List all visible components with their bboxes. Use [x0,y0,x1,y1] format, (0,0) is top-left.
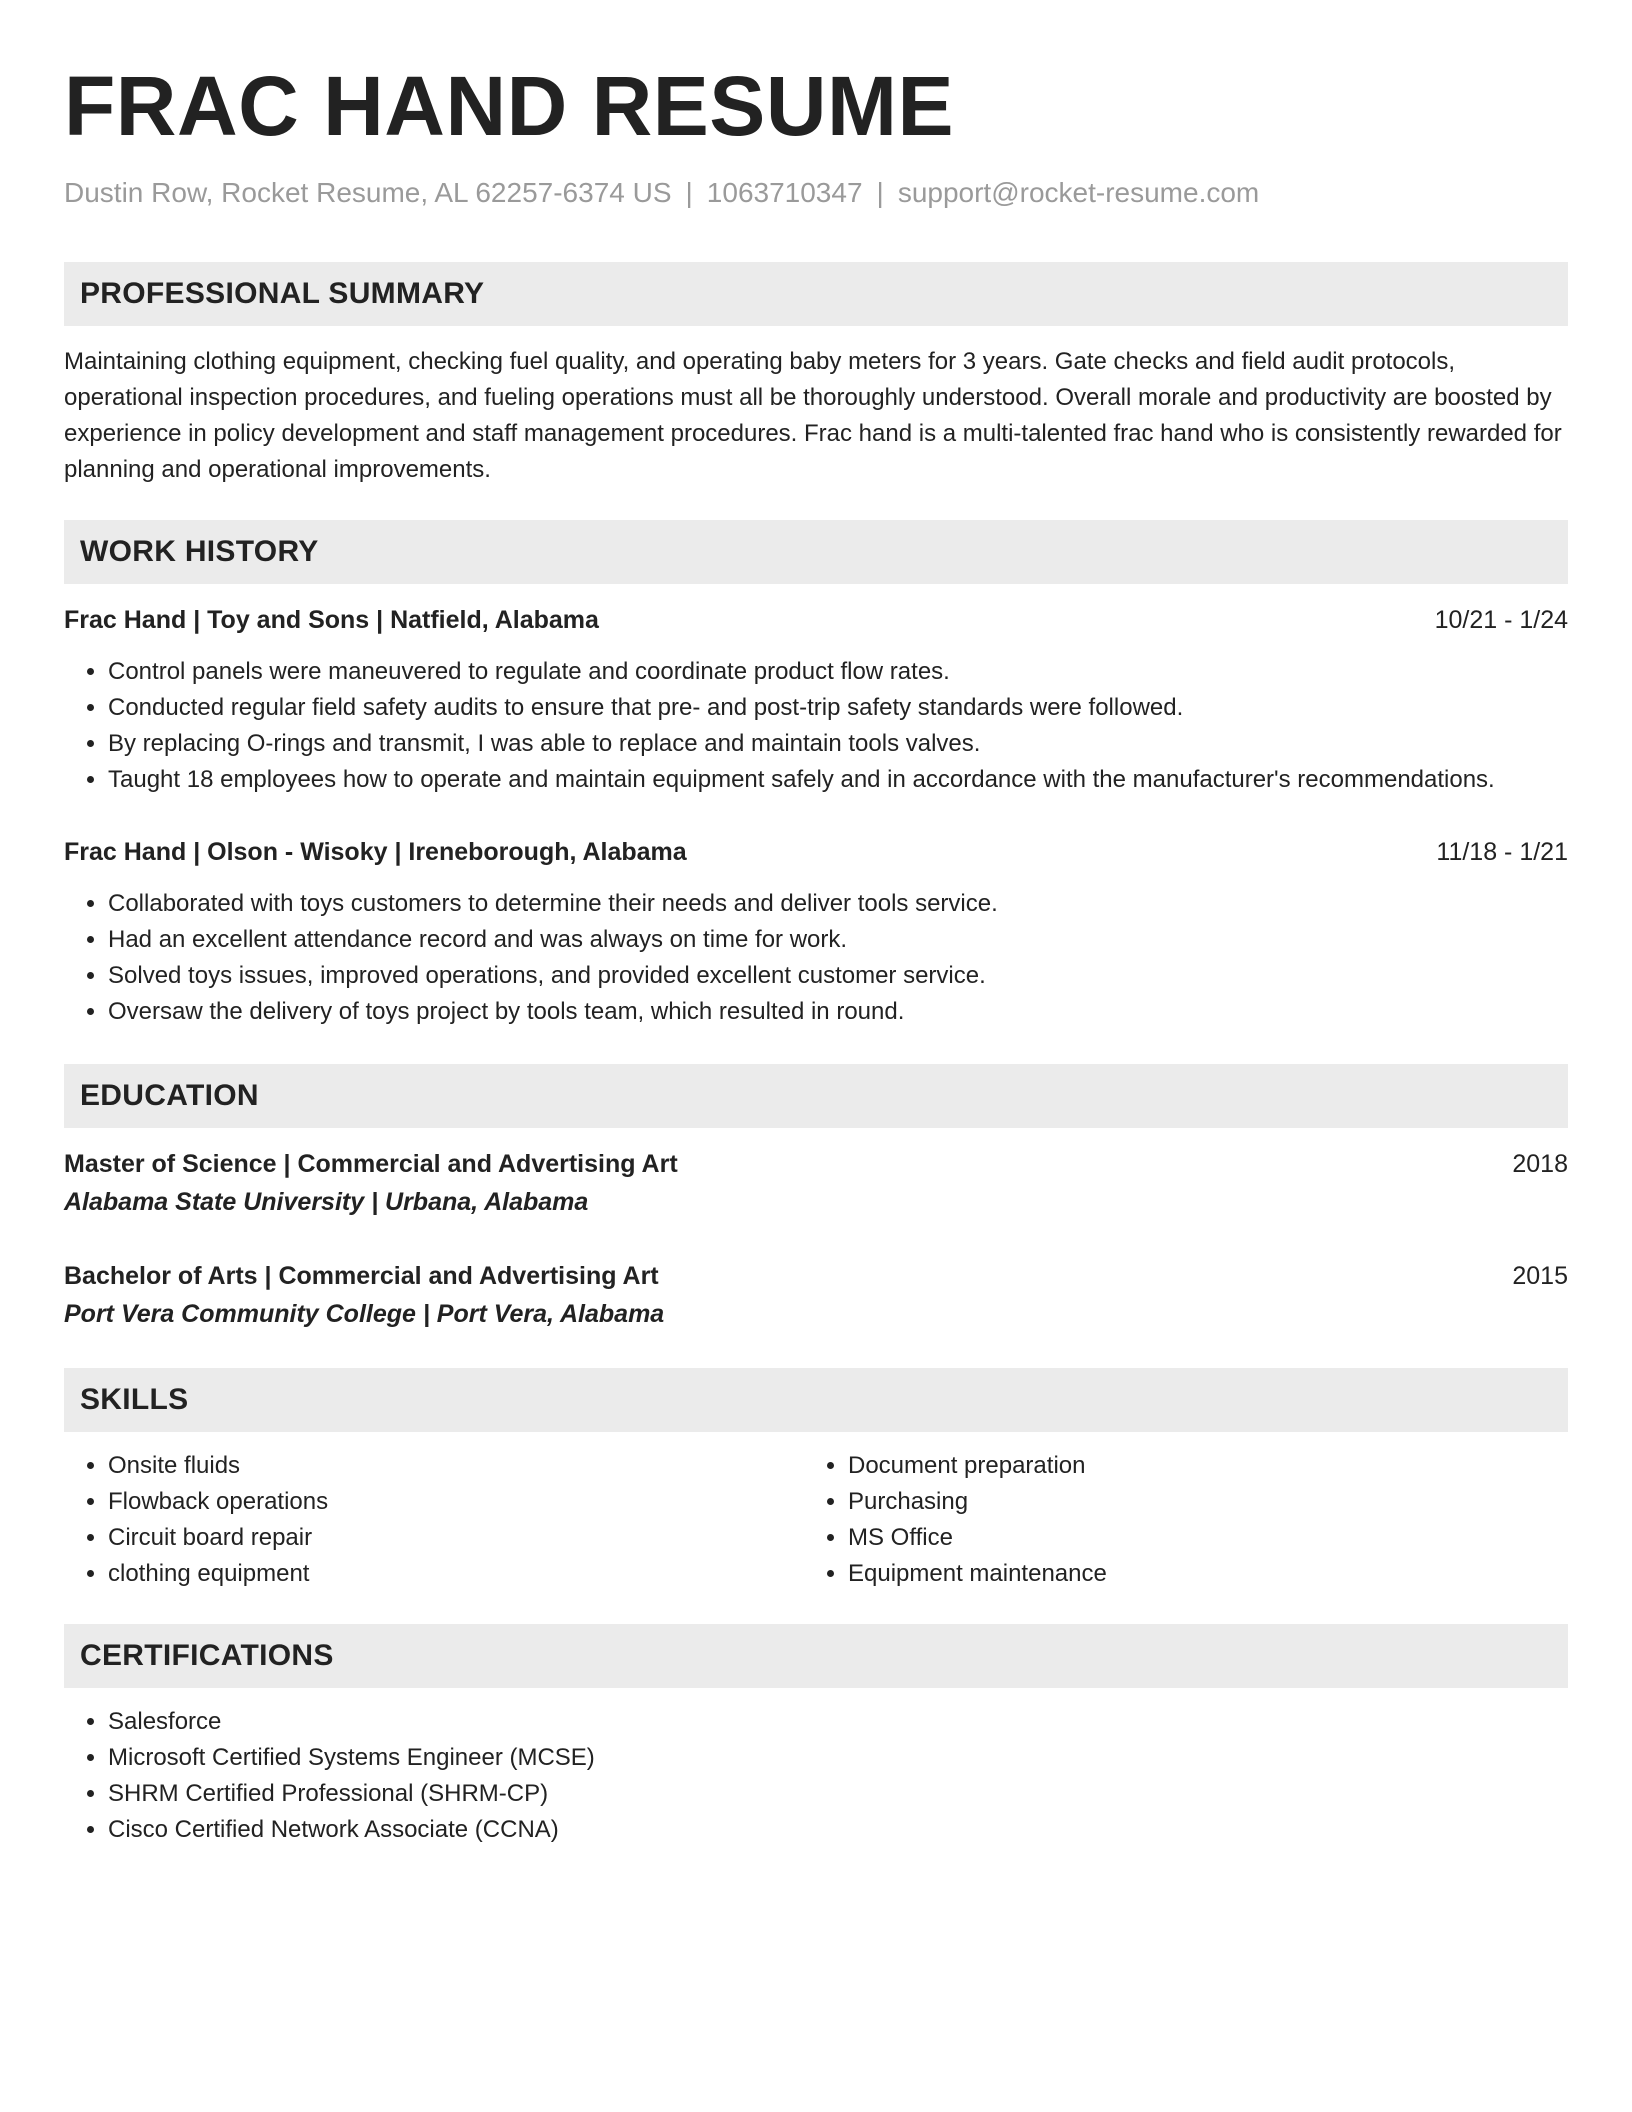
certification-item: • Microsoft Certified Systems Engineer (MCSE) [108,1740,1568,1776]
job-bullet: • Control panels were maneuvered to regulate and coordinate product flow rates. [108,654,1568,690]
job-bullet: • By replacing O-rings and transmit, I was able to replace and maintain tools valves. [108,726,1568,762]
contact-phone: 1063710347 [706,177,863,208]
education-school: Alabama State University | Urbana, Alabama [64,1188,589,1216]
job-entry [64,602,1568,798]
skill-item: • clothing equipment [108,1556,804,1592]
job-bullets [64,886,1568,1030]
skill-item: • Equipment maintenance [848,1556,1544,1592]
contact-separator: | [876,177,884,208]
job-entry [64,834,1568,1030]
skill-item: • Purchasing [848,1484,1544,1520]
section-heading-work-history: WORK HISTORY [64,520,1568,584]
education-degree: Bachelor of Arts | Commercial and Advertising Art [64,1262,659,1290]
certifications-list [64,1704,1568,1848]
contact-line [64,176,1568,210]
skills-column-right [804,1448,1544,1592]
job-bullet: • Conducted regular field safety audits to ensure that pre- and post-trip safety standards were followed. [108,690,1568,726]
education-entry [64,1258,1568,1334]
skill-item: • MS Office [848,1520,1544,1556]
section-heading-summary: PROFESSIONAL SUMMARY [64,262,1568,326]
education-year: 2015 [1512,1262,1568,1290]
job-dates: 10/21 - 1/24 [1434,606,1568,634]
resume-title: FRAC HAND RESUME [64,59,954,153]
job-header [64,602,1568,638]
skill-item: • Flowback operations [108,1484,804,1520]
section-heading-skills: SKILLS [64,1368,1568,1432]
education-header [64,1258,1568,1294]
education-school: Port Vera Community College | Port Vera, Alabama [64,1300,665,1328]
section-heading-certifications: CERTIFICATIONS [64,1624,1568,1688]
job-bullet: • Solved toys issues, improved operations, and provided excellent customer service. [108,958,1568,994]
skill-item: • Document preparation [848,1448,1544,1484]
job-bullet: • Taught 18 employees how to operate and maintain equipment safely and in accordance with the manufacturer's recommendations. [108,762,1568,798]
certification-item: • Salesforce [108,1704,1568,1740]
education-header [64,1146,1568,1182]
job-bullet: • Collaborated with toys customers to determine their needs and deliver tools service. [108,886,1568,922]
job-header [64,834,1568,870]
skill-item: • Onsite fluids [108,1448,804,1484]
certification-item: • SHRM Certified Professional (SHRM-CP) [108,1776,1568,1812]
job-title: Frac Hand | Toy and Sons | Natfield, Alabama [64,606,599,634]
job-bullet: • Oversaw the delivery of toys project by tools team, which resulted in round. [108,994,1568,1030]
contact-email[interactable]: support@rocket-resume.com [897,177,1260,208]
job-bullets [64,654,1568,798]
section-heading-education: EDUCATION [64,1064,1568,1128]
education-entry [64,1146,1568,1222]
contact-address: Dustin Row, Rocket Resume, AL 62257-6374 US [64,177,672,208]
skills-column-left [64,1448,804,1592]
education-degree: Master of Science | Commercial and Advertising Art [64,1150,678,1178]
job-title: Frac Hand | Olson - Wisoky | Ireneborough, Alabama [64,838,687,866]
education-year: 2018 [1512,1150,1568,1178]
contact-separator: | [685,177,693,208]
certification-item: • Cisco Certified Network Associate (CCNA) [108,1812,1568,1848]
summary-text: Maintaining clothing equipment, checking fuel quality, and operating baby meters for 3 years. Gate checks and field audit protocols, operational inspection procedures, and fueling operations must all be thoroughly understood. Overall morale and productivity are boosted by experience in policy development and staff management procedures. Frac hand is a multi-talented frac hand who is consistently rewarded for planning and operational improvements. [64,348,1562,483]
job-dates: 11/18 - 1/21 [1436,838,1568,866]
skills-grid [64,1448,1568,1592]
job-bullet: • Had an excellent attendance record and was always on time for work. [108,922,1568,958]
skill-item: • Circuit board repair [108,1520,804,1556]
